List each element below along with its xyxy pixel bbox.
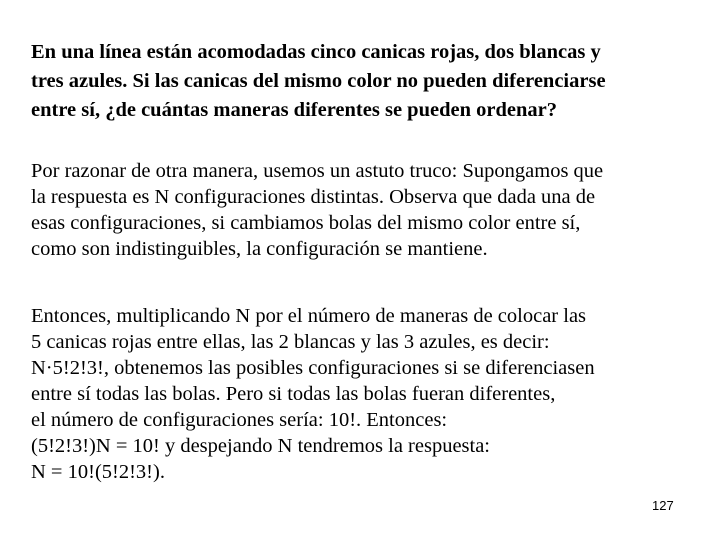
paragraph-line: esas configuraciones, si cambiamos bolas del mismo color entre sí, [31,212,581,234]
question-line: entre sí, ¿de cuántas maneras diferentes se pueden ordenar? [31,99,557,121]
paragraph-line: Entonces, multiplicando N por el número de maneras de colocar las [31,305,587,327]
explanation-paragraph-2 [31,303,711,485]
paragraph-line: N = 10!(5!2!3!). [31,461,165,483]
paragraph-line: N·5!2!3!, obtenemos las posibles configuraciones si se diferenciasen [31,357,595,379]
question-text [31,38,711,125]
explanation-paragraph-1 [31,158,711,262]
paragraph-line: como son indistinguibles, la configuración se mantiene. [31,238,488,260]
paragraph-line: entre sí todas las bolas. Pero si todas las bolas fueran diferentes, [31,383,556,405]
page-number: 127 [652,498,674,513]
question-line: En una línea están acomodadas cinco canicas rojas, dos blancas y [31,41,601,63]
question-line: tres azules. Si las canicas del mismo color no pueden diferenciarse [31,70,606,92]
paragraph-line: el número de configuraciones sería: 10!. Entonces: [31,409,448,431]
paragraph-line: Por razonar de otra manera, usemos un astuto truco: Supongamos que [31,160,604,182]
paragraph-line: (5!2!3!)N = 10! y despejando N tendremos la respuesta: [31,435,491,457]
paragraph-line: la respuesta es N configuraciones distintas. Observa que dada una de [31,186,596,208]
paragraph-line: 5 canicas rojas entre ellas, las 2 blancas y las 3 azules, es decir: [31,331,550,353]
